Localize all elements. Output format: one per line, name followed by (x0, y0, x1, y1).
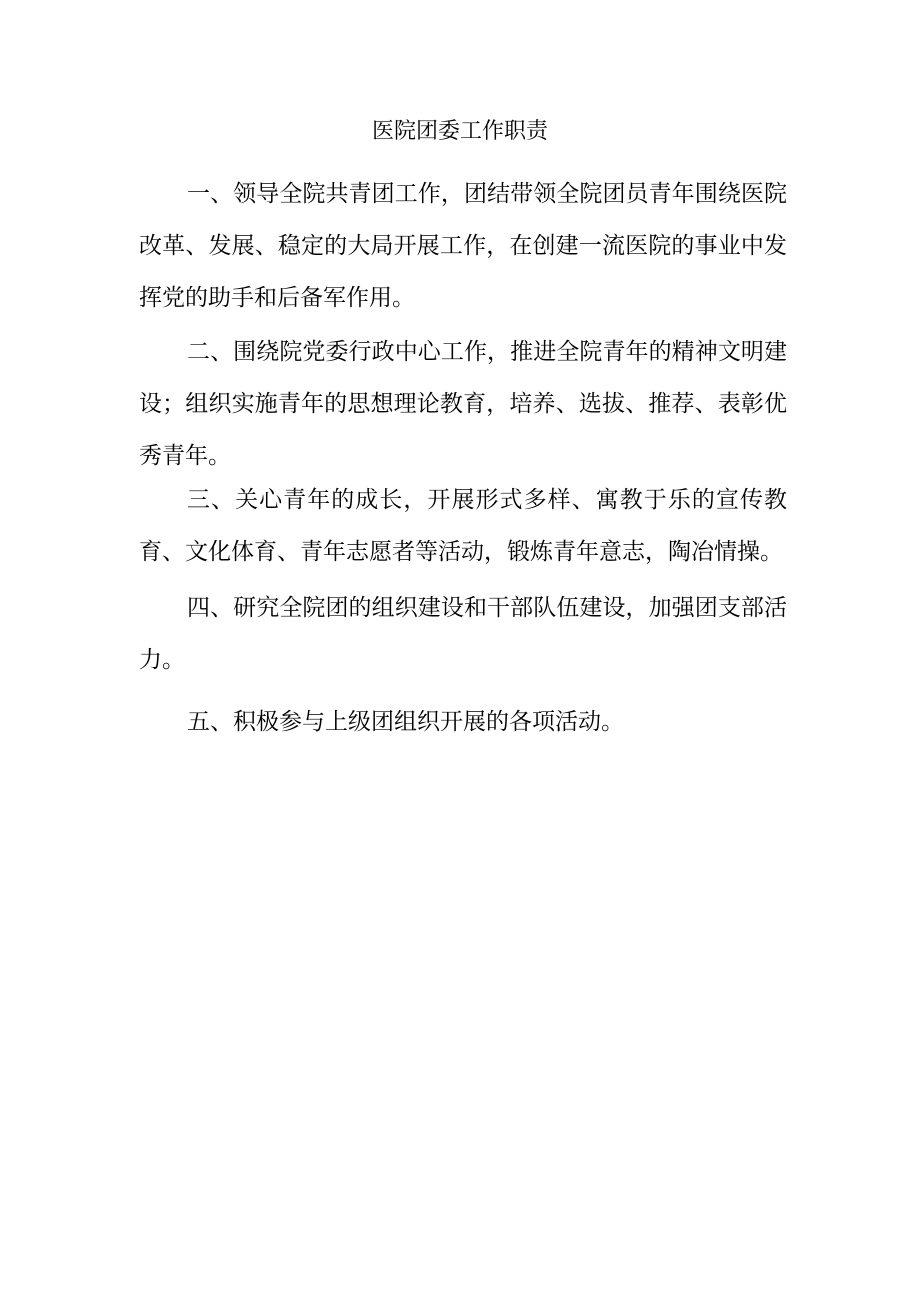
paragraph-duty-5: 五、积极参与上级团组织开展的各项活动。 (187, 709, 624, 735)
paragraph-duty-2: 二、围绕院党委行政中心工作，推进全院青年的精神文明建设；组织实施青年的思想理论教育，培养、选拔、推荐、表彰优秀青年。 (139, 339, 787, 469)
document-title: 医院团委工作职责 (371, 119, 548, 144)
paragraph-duty-1: 一、领导全院共青团工作，团结带领全院团员青年围绕医院改革、发展、稳定的大局开展工作，在创建一流医院的事业中发挥党的助手和后备军作用。 (139, 181, 787, 311)
paragraph-duty-3: 三、关心青年的成长，开展形式多样、寓教于乐的宣传教育、文化体育、青年志愿者等活动，锻炼青年意志，陶冶情操。 (139, 487, 787, 565)
paragraph-duty-4: 四、研究全院团的组织建设和干部队伍建设，加强团支部活力。 (139, 595, 787, 673)
